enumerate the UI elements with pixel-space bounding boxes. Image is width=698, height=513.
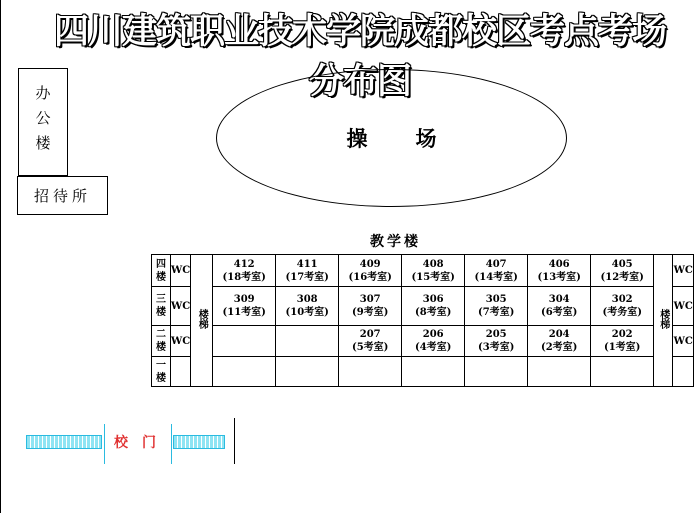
floor-label-3: 三楼 [152,287,171,326]
boundary-line [234,418,235,464]
gate-rail-left [26,435,102,449]
room-409: 409 (16考室) [339,255,402,287]
room-406: 406 (13考室) [528,255,591,287]
room-202: 202 (1考室) [591,326,654,357]
stairs-right: 楼梯 [654,255,673,387]
gate-post-left [104,424,105,464]
wc-left-1-empty [171,357,191,387]
room-306: 306 (8考室) [402,287,465,326]
wc-right-4: WC [673,255,694,287]
room-empty-1 [213,326,276,357]
room-101 [213,357,276,387]
floor-label-4: 四楼 [152,255,171,287]
room-empty-2 [276,326,339,357]
playground [216,69,567,207]
room-106 [528,357,591,387]
room-407: 407 (14考室) [465,255,528,287]
floor-label-2: 二楼 [152,326,171,357]
wc-right-3: WC [673,287,694,326]
room-304: 304 (6考室) [528,287,591,326]
floor-label-1: 一楼 [152,357,171,387]
floor-row-3 [152,287,694,326]
floor-row-2 [152,326,694,357]
wc-right-2: WC [673,326,694,357]
teaching-building-floorplan [151,254,694,387]
room-102 [276,357,339,387]
guesthouse [17,176,108,215]
room-206: 206 (4考室) [402,326,465,357]
room-105 [465,357,528,387]
room-412: 412 (18考室) [213,255,276,287]
room-405: 405 (12考室) [591,255,654,287]
room-205: 205 (3考室) [465,326,528,357]
wc-left-2: WC [171,326,191,357]
gate-post-right [171,424,172,464]
room-204: 204 (2考室) [528,326,591,357]
office-building-label: 办公楼 [33,84,52,160]
floor-row-1 [152,357,694,387]
room-408: 408 (15考室) [402,255,465,287]
room-309: 309 (11考室) [213,287,276,326]
room-207: 207 (5考室) [339,326,402,357]
page-title: 四川建筑职业技术学院成都校区考点考场分布图 [53,12,666,102]
room-307: 307 (9考室) [339,287,402,326]
teaching-building-title: 教学楼 [370,234,421,250]
school-gate [22,424,232,464]
wc-right-1-empty [673,357,694,387]
room-302: 302 (考务室) [591,287,654,326]
wc-left-4: WC [171,255,191,287]
playground-label: 操场 [346,127,485,151]
floor-row-4 [152,255,694,287]
room-104 [402,357,465,387]
guesthouse-label: 招待所 [33,187,91,205]
room-305: 305 (7考室) [465,287,528,326]
wc-left-3: WC [171,287,191,326]
room-308: 308 (10考室) [276,287,339,326]
stairs-left: 楼梯 [191,255,213,387]
room-103 [339,357,402,387]
room-107 [591,357,654,387]
gate-rail-right [173,435,225,449]
page-left-border [0,0,1,513]
room-411: 411 (17考室) [276,255,339,287]
school-gate-label: 校门 [114,435,170,451]
office-building [18,68,68,176]
